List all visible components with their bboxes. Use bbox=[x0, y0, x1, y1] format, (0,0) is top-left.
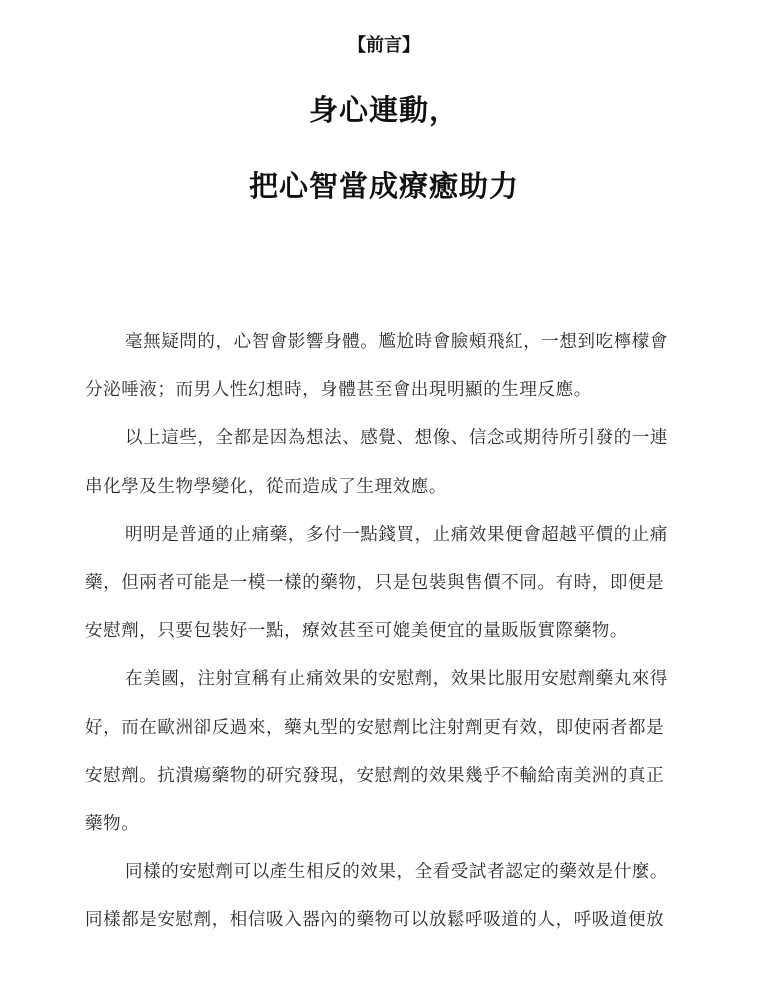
paragraph-line: 分泌唾液；而男人性幻想時，身體甚至會出現明顯的生理反應。 bbox=[85, 380, 592, 401]
paragraph-line: 好，而在歐洲卻反過來，藥丸型的安慰劑比注射劑更有效，即使兩者都是 bbox=[85, 717, 665, 738]
chapter-title-line-2: 把心智當成療癒助力 bbox=[248, 169, 519, 203]
paragraph-line: 毫無疑問的，心智會影響身體。尷尬時會臉頰飛紅，一想到吃檸檬會 bbox=[125, 332, 668, 352]
body-text bbox=[85, 322, 725, 948]
paragraph-line: 藥物。 bbox=[85, 813, 140, 834]
paragraph-line: 明明是普通的止痛藥，多付一點錢買，止痛效果便會超越平價的止痛 bbox=[125, 524, 668, 545]
paragraph-line: 藥，但兩者可能是一模一樣的藥物，只是包裝與售價不同。有時，即便是 bbox=[85, 572, 665, 593]
paragraph-line: 在美國，注射宣稱有止痛效果的安慰劑，效果比服用安慰劑藥丸來得 bbox=[125, 669, 668, 690]
paragraph-line: 安慰劑。抗潰瘍藥物的研究發現，安慰劑的效果幾乎不輸給南美洲的真正 bbox=[85, 765, 665, 786]
preface-label: 【前言】 bbox=[348, 35, 420, 56]
chapter-title-line-1: 身心連動， bbox=[308, 93, 459, 127]
paragraph-line: 安慰劑，只要包裝好一點，療效甚至可媲美便宜的量販版實際藥物。 bbox=[85, 621, 628, 642]
paragraph-line: 同樣的安慰劑可以產生相反的效果，全看受試者認定的藥效是什麼。 bbox=[125, 862, 668, 883]
paragraph-line: 以上這些，全都是因為想法、感覺、想像、信念或期待所引發的一連 bbox=[125, 428, 668, 449]
paragraph-line: 串化學及生物學變化，從而造成了生理效應。 bbox=[85, 476, 447, 497]
paragraph-line: 同樣都是安慰劑，相信吸入器內的藥物可以放鬆呼吸道的人，呼吸道便放 bbox=[85, 910, 665, 931]
